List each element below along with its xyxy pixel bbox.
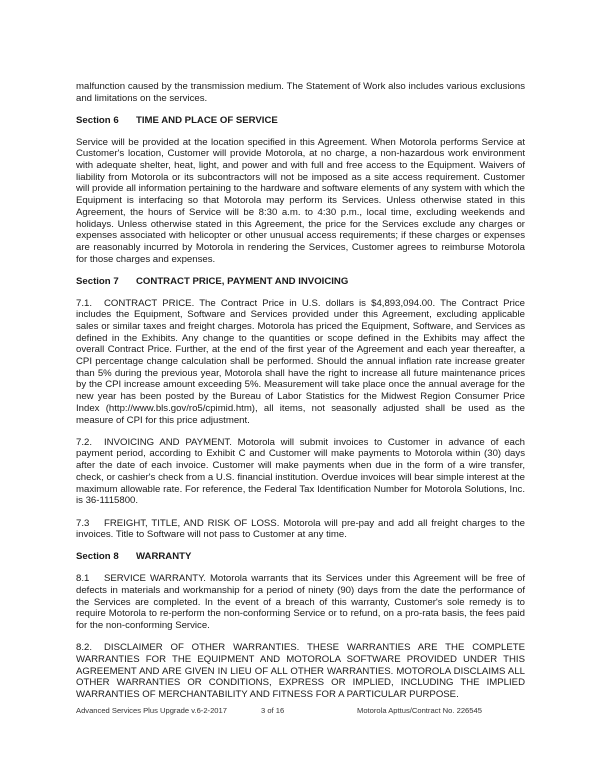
section-title: TIME AND PLACE OF SERVICE <box>136 114 278 126</box>
paragraph-number: 8.1 <box>76 573 90 585</box>
paragraph-text: SERVICE WARRANTY. Motorola warrants that its Services under this Agreement will be free of defects in materials and workmanship for a period of ninety (90) days from the date the performance of the Services are completed. In the event of a breach of this warranty, Customer's sole remedy is to require Motorola to re-perform the non-conforming Service or to refund, on a pro-rata basis, the fees paid for the non-conforming Service. <box>76 573 525 631</box>
section-number: Section 7 <box>76 275 119 287</box>
footer-contract-number: Motorola Apttus/Contract No. 226545 <box>357 706 482 715</box>
section-title: WARRANTY <box>136 551 192 563</box>
paragraph-text: FREIGHT, TITLE, AND RISK OF LOSS. Motorola will pre-pay and add all freight charges to the invoices. Title to Software will not pass to Customer at any time. <box>76 517 525 541</box>
paragraph-text: DISCLAIMER OF OTHER WARRANTIES. THESE WARRANTIES ARE THE COMPLETE WARRANTIES FOR THE EQUIPMENT AND MOTOROLA SOFTWARE PROVIDED UNDER THIS AGREEMENT AND ARE GIVEN IN LIEU OF ALL OTHER WARRANTIES. MOTOROLA DISCLAIMS ALL OTHER WARRANTIES OR CONDITIONS, EXPRESS OR IMPLIED, INCLUDING THE IMPLIED WARRANTIES OF MERCHANTABILITY AND FITNESS FOR A PARTICULAR PURPOSE. <box>76 642 525 700</box>
section-number: Section 8 <box>76 551 119 563</box>
section-8-heading <box>76 551 525 563</box>
paragraph-8-1 <box>76 573 525 632</box>
paragraph-number: 7.3 <box>76 517 90 529</box>
section-6-paragraph: Service will be provided at the location specified in this Agreement. When Motorola performs Service at Customer's location, Customer will provide Motorola, at no charge, a non-hazardous work environment with adequate shelter, heat, light, and power and with full and free access to the Equipment. Waivers of liability from Motorola or its subcontractors will not be imposed as a site access requirement. Customer will provide all information pertaining to the hardware and software elements of any system with which the Equipment is interfacing so that Motorola may perform its Services. Unless otherwise stated in this Agreement, the hours of Service will be 8:30 a.m. to 4:30 p.m., local time, excluding weekends and holidays. Unless otherwise stated in this Agreement, the price for the Services exclude any charges or expenses associated with helicopter or other unusual access requirements; if these charges or expenses are reasonably incurred by Motorola in rendering the Services, Customer agrees to reimburse Motorola for those charges and expenses. <box>76 136 525 265</box>
footer-document-title: Advanced Services Plus Upgrade v.6-2-2017 <box>76 706 227 715</box>
paragraph-7-1 <box>76 298 525 427</box>
paragraph-text: INVOICING AND PAYMENT. Motorola will submit invoices to Customer in advance of each payment period, according to Exhibit C and Customer will make payments to Motorola within (30) days after the date of each invoice. Customer will make payments when due in the form of a wire transfer, check, or cashier's check from a U.S. financial institution. Overdue invoices will bear simple interest at the maximum allowable rate. For reference, the Federal Tax Identification Number for Motorola Solutions, Inc. is 36-1115800. <box>76 436 525 507</box>
intro-paragraph: malfunction caused by the transmission medium. The Statement of Work also includes various exclusions and limitations on the services. <box>76 81 525 104</box>
paragraph-8-2 <box>76 642 525 701</box>
paragraph-7-3 <box>76 518 525 541</box>
section-title: CONTRACT PRICE, PAYMENT AND INVOICING <box>136 275 349 287</box>
section-6-heading <box>76 115 525 127</box>
paragraph-number: 7.2. <box>76 436 93 448</box>
paragraph-number: 7.1. <box>76 297 93 309</box>
section-number: Section 6 <box>76 114 119 126</box>
section-7-heading <box>76 276 525 288</box>
document-page <box>76 81 525 711</box>
paragraph-7-2 <box>76 437 525 507</box>
footer-page-number: 3 of 16 <box>261 706 285 715</box>
paragraph-text: CONTRACT PRICE. The Contract Price in U.S. dollars is $4,893,094.00. The Contract Price includes the Equipment, Software and Services provided under this Agreement, excluding applicable sales or similar taxes and freight charges. Motorola has priced the Equipment, Software, and Services as defined in the Exhibits. Any change to the quantities or scope defined in the Exhibits may affect the overall Contract Price. Further, at the end of the first year of the Agreement and each year thereafter, a CPI percentage change calculation shall be performed. Should the annual inflation rate increase greater than 5% during the previous year, Motorola shall have the right to increase all future maintenance prices by the CPI increase amount exceeding 5%. Measurement will take place once the annual average for the new year has been posted by the Bureau of Labor Statistics for the Midwest Region Consumer Price Index (http://www.bls.gov/ro5/cpimid.htm), all items, not seasonally adjusted shall be used as the measure of CPI for this price adjustment. <box>76 297 525 426</box>
paragraph-number: 8.2. <box>76 642 93 654</box>
